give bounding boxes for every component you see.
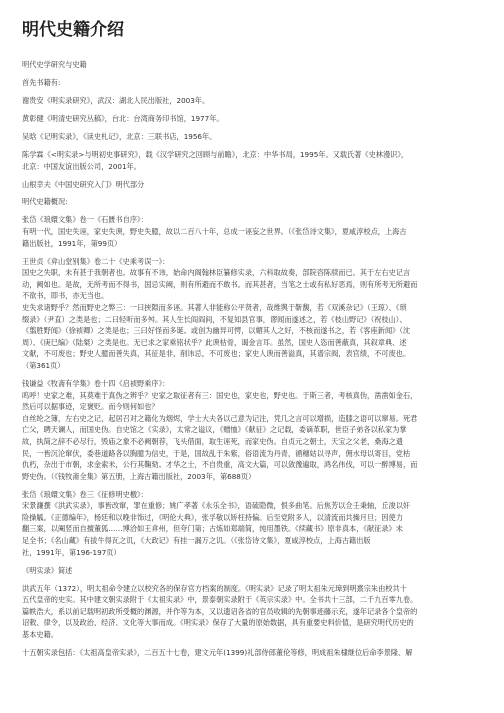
document-title: 明代史籍介绍 [22, 20, 124, 40]
text-line: 自丝纶之簿，左右史之记，起居召对之籍化为烟烬，学士大夫各以己意为记注，凭几之言可以增损，造膝之语可以窜易。死君 [22, 413, 418, 423]
text-line: 周）、《庚巳编》（陆粲）之类是也。无已求之家乘铭状乎？此谀枯骨，谒金言耳。虽然，国史人恣而善蔽真，其叙章典、述 [22, 337, 407, 347]
text-line: 亡父，聘天谰人，而国史伪。自史馆之《实录》，太常之谥议，《赠恤》《献征》之记载，委谪革职，世臣子弟各以私家为掌 [22, 425, 407, 435]
text-line: 动，阙如也。是故，无所考而不得书，国忌实阙，则有所避而不敢书。而其甚者，当笔之士或有私好恶焉，则有所考无所避而 [22, 279, 418, 289]
text-line: 北京：中国友谊出版公司，2001年。 [22, 161, 141, 171]
text-line: 篇帙浩大，系以前记载明初政所受概的渊源，并作等为本，又以遗诏各省的官员收辑的先朝事迹藤示充，遂年记录各个皇帝的 [22, 606, 418, 616]
text-line: 明代史籍概况: [22, 197, 68, 207]
text-line: 谢贵安《明实录研究》，武汉：湖北人民出版社，2003年。 [22, 95, 210, 105]
paragraph [22, 378, 482, 482]
text-line: 宋景濂撰《洪武实录》，事皆改窜，罪在重修；姚广孝著《永乐全书》，语硫隐微，恨多曲笔。后焦芳以佥壬秉轴，丘浚以奸 [22, 501, 411, 511]
text-line: 山根幸夫《中国史研究入门》明代部分 [22, 179, 145, 189]
paragraph [22, 214, 482, 249]
text-line: 翻三案，以阉竖而自擅董狐……博洽如王弇州，但夸门第；古炼如郑端简，纯用墨铁。《续藏书》原非真本，《献征录》未 [22, 524, 403, 534]
text-line: 史失求诸野乎？然而野史之弊三：一曰挟隙而多诬。其著人非能称公平贤者，哉维舆于靳馥，若《双溪杂记》（王琼）、《琐 [22, 303, 407, 313]
text-line: 明代史学研究与史籍 [22, 60, 87, 69]
text-line: 险操觚。《正德编年》，杨廷和以晚非饰过，《明伦大典》，张孚敬以矫枉持偏。后至党附多人，以清流而共操月旦；因使力 [22, 512, 403, 522]
text-line: 吴晗《记明实录》，《读史札记》，北京：三联书店，1956年。 [22, 131, 217, 141]
text-line: 首先书籍有: [22, 77, 61, 87]
paragraph [22, 179, 482, 191]
text-line: 《明实录》简述 [22, 565, 73, 575]
paragraph [22, 131, 482, 143]
paragraph [22, 256, 482, 372]
paragraph [22, 149, 482, 172]
text-line: 文献，不可废也；野史人臆而善失真，其征是非，削讳忌，不可废也；家史人谀而善溢真，其谱宗阀，表官绩，不可废也。 [22, 349, 411, 359]
text-line: 钱谦益《牧斋有学集》卷十四《启祯野乘序》： [22, 378, 170, 388]
text-line: 籍出版社，1991年，第99页） [22, 238, 122, 248]
text-line: 野史伪。（《钱牧斋全集》第五册，上海古籍出版社，2003年，第688页） [22, 471, 256, 481]
text-line: 足全书；《名山藏》有拔牛得瓦之讥，《大政记》有挂一漏万之讥。（《张岱诗文集》，夏咸淳校点，上海古籍出版 [22, 536, 371, 546]
text-line: 仇朽，杂出于市朝，求金索米，公行其鞠劾。才华之士，不自贵重，高文大篇，可以敛豫遍取，鸿名伟伐，可以一醉博易，而 [22, 460, 418, 470]
text-line: 有明一代，国史失诬，家史失谀，野史失臆，故以二百八十年，总成一诬妄之世界。（《张岱诗文集》，夏咸淳校点，上海古 [22, 227, 407, 237]
text-line: 基本史籍。 [22, 630, 58, 640]
text-line: 洪武五年（1372），明太祖命令建立以校究各的保存官方档案的制度。《明实录》记录了明太祖朱元璋到明熹宗朱由校共十 [22, 583, 407, 593]
text-line: 然后可以据事迹，定褒贬。而今则何如也？ [22, 402, 159, 412]
text-line: （第361页） [22, 360, 65, 370]
document-body [22, 59, 482, 659]
text-line: 陈学霖《<明实录>与明初史事研究》，载《汉学研究之回顾与前瞻》，北京：中华书局，1995年。又载氏著《史林漫识》， [22, 149, 409, 159]
text-line: 故，执简之辞不必尽行，毁庙之象不必阙朝荐，飞头借面，取生诬死，而家史伪。自贞元之朝士，天宝之父老，桑海之遗 [22, 436, 403, 446]
text-line: 张岱《琅嬛文集》卷三《征修明史檄》： [22, 489, 148, 499]
text-line: 社，1991年，第196-197页） [22, 547, 121, 557]
paragraph [22, 59, 482, 71]
text-line: 缀录》（尹直）之类是也；二曰轻听而多舛。其人生长阎阎间，不复知县官事，谬闻而遂述之，若《枝山野记》（祝枝山）、 [22, 314, 407, 324]
text-line: 十五朝实录包括：《太祖高皇帝实录》，二百五十七卷，建文元年(1399)礼部侍郎董伦等修，明成祖朱棣继位后命李景隆、解 [22, 648, 413, 657]
text-line: 民，一皆沉沦窜伏，委巷道路各以胸臆为信史，于是，国故乱于朱紫，俗语流为丹青，循穗姑以寻声，佣水母以寄目，党枯 [22, 448, 411, 458]
text-line: 不欲书，即书，亦无当也。 [22, 291, 109, 301]
paragraph [22, 489, 482, 559]
paragraph [22, 583, 482, 641]
paragraph [22, 647, 482, 659]
text-line: 王世贞《弇山堂别集》卷二十《史乘考误一》： [22, 256, 170, 266]
paragraph [22, 95, 482, 107]
text-line: 张岱《琅嬛文集》卷一《石匮书自序》： [22, 215, 148, 225]
paragraph [22, 77, 482, 89]
text-line: 呜呼！史家之难，其莫难于真伪之辨乎？史家之取征者有三：国史也，家史也，野史也。于斯三者，考核真伪，凿凿如金石， [22, 390, 418, 400]
text-line: 《翦胜野闻》（徐祯卿）之类是也；三曰好怪而多诞。或创为幽异可愕，以媚其人之好，不核而遂书之，若《客座新闻》（沈 [22, 326, 411, 336]
paragraph [22, 196, 482, 208]
text-line: 国史之失职，未有甚于我朝者也。故事有不讳，始命内阁翰林臣纂修实录，六科取故奏，部院咨陈牍而已。其于左右史记言 [22, 268, 411, 278]
text-line: 五代皇帝的史实。其中建文朝实录附于《太祖实录》中，景泰朝实录附于《英宗实录》中。全书共十三部，二千九百零九卷。 [22, 595, 418, 605]
paragraph [22, 565, 482, 577]
text-line: 诏敕、律令，以及政治、经济、文化等大事而成。《明实录》保存了大量的原始数据，具有重要史料价值，是研究明代历史的 [22, 618, 414, 628]
paragraph [22, 113, 482, 125]
text-line: 黄彰健《明清史研究丛稿》，台北：台湾商务印书馆，1977年。 [22, 113, 224, 123]
